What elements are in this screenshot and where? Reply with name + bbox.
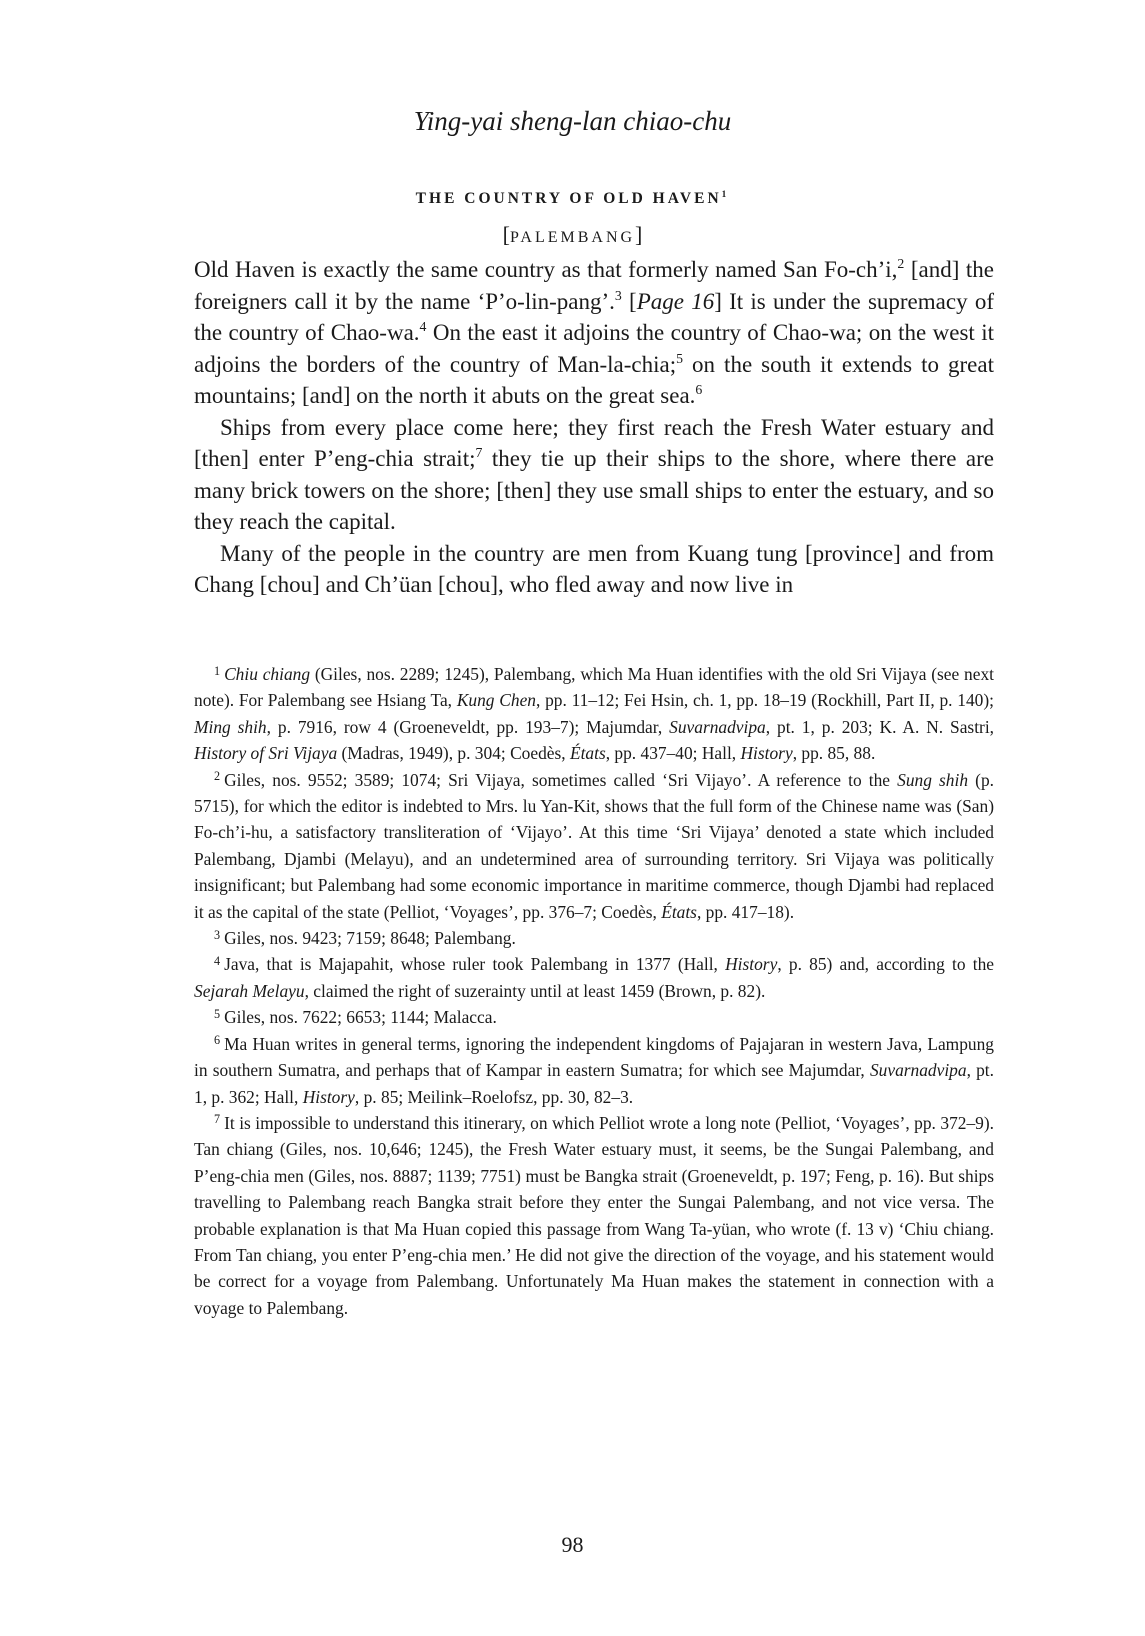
paragraph-1 (194, 254, 994, 412)
footnote-3 (194, 925, 994, 951)
body-text (194, 254, 994, 601)
text-run: on the south it extends to great mountains; [and] on the north it abuts on the great sea. (194, 351, 994, 408)
text-run: , pp. 437–40; Hall, (605, 743, 741, 764)
text-run: Giles, nos. 9552; 3589; 1074; Sri Vijaya, sometimes called ‘Sri Vijayo’. A reference to the (224, 769, 898, 790)
footnote-1 (194, 661, 994, 767)
footnote-ref-2: 2 (897, 256, 905, 272)
footnote-5 (194, 1004, 994, 1030)
page-reference: Page 16 (636, 288, 715, 314)
footnote-4 (194, 951, 994, 1004)
chapter-subtitle: [PALEMBANG] (502, 222, 643, 247)
chapter-title-text: THE COUNTRY OF OLD HAVEN (415, 190, 722, 207)
text-run: (p. 5715), for which the editor is indebted to Mrs. lu Yan-Kit, shows that the full form of the Chinese name was (San) Fo-ch’i-hu, a satisfactory transliteration of ‘Vijayo’. At this time ‘Sri Vijaya’ denoted a state which included Palembang, Djambi (Melayu), and an undetermined area of surrounding territory. Sri Vijaya was politically insignificant; but Palembang had some economic importance in maritime commerce, though Djambi had replaced it as the capital of the state (Pelliot, ‘Voyages’, pp. 376–7; Coedès, (194, 769, 995, 922)
italic-run: Suvarnadvipa (669, 716, 766, 737)
paragraph-2 (194, 412, 994, 538)
text-run: , claimed the right of suzerainty until at least 1459 (Brown, p. 82). (304, 980, 766, 1001)
footnote-6 (194, 1031, 994, 1110)
text-run: ] It is under the supremacy of the country of Chao-wa. (194, 288, 994, 345)
footnotes (194, 661, 994, 1321)
chapter-subtitle-text: PALEMBANG (509, 229, 636, 246)
text-run: , p. 85) and, according to the (777, 954, 994, 975)
footnote-ref-6: 6 (695, 382, 703, 398)
footnote-number: 5 (214, 1006, 221, 1021)
footnote-ref-5: 5 (676, 350, 684, 366)
page-number: 98 (561, 1532, 584, 1557)
footnote-ref-1: 1 (721, 189, 730, 200)
text-run: , pt. 1, p. 362; Hall, (194, 1060, 994, 1107)
footnote-number: 2 (214, 769, 221, 784)
text-run: , pp. 11–12; Fei Hsin, ch. 1, pp. 18–19 (Rockhill, Part II, p. 140); (535, 690, 994, 711)
text-run: Old Haven is exactly the same country as that formerly named San Fo-ch’i, (194, 257, 898, 282)
italic-run: Sung shih (897, 769, 969, 790)
footnote-ref-3: 3 (614, 287, 622, 303)
text-run: [and] the foreigners call it by the name ‘P’o-lin-pang’. (194, 257, 994, 314)
text-run: Ships from every place come here; they first reach the Fresh Water estuary and [then] enter P’eng-chia strait; (194, 414, 994, 471)
text-run: Ma Huan writes in general terms, ignoring the independent kingdoms of Pajajaran in western Java, Lampung in southern Sumatra, and perhaps that of Kampar in eastern Sumatra; for which see Majumdar, (194, 1033, 994, 1081)
italic-run: History (302, 1086, 355, 1107)
chapter-title (0, 190, 1145, 208)
running-head: Ying-yai sheng-lan chiao-chu (413, 106, 732, 136)
footnote-number: 7 (214, 1112, 221, 1127)
text-run: , p. 85; Meilink–Roelofsz, pp. 30, 82–3. (354, 1086, 634, 1107)
italic-run: History of Sri Vijaya (194, 743, 338, 764)
footnote-number: 1 (214, 663, 221, 678)
text-run: they tie up their ships to the shore, where there are many brick towers on the shore; [then] they use small ships to enter the estuary, and so they reach the capital. (194, 446, 995, 534)
footnote-ref-4: 4 (419, 319, 427, 335)
italic-run: History (725, 954, 778, 975)
italic-run: Suvarnadvipa (869, 1060, 967, 1081)
text-run: [ (621, 288, 637, 314)
footnote-number: 3 (214, 927, 221, 942)
text-run: It is impossible to understand this itinerary, on which Pelliot wrote a long note (Pelliot, ‘Voyages’, pp. 372–9). Tan chiang (Giles, nos. 10,646; 1245), the Fresh Water estuary must, it seems, be the Sungai Palembang, and P’eng-chia men (Giles, nos. 8887; 1139; 7751) must be Bangka strait (Groeneveldt, p. 197; Feng, p. 16). But ships travelling to Palembang reach Bangka strait before they enter the Sungai Palembang, and not vice versa. The probable explanation is that Ma Huan copied this passage from Wang Ta-yüan, who wrote (f. 13 v) ‘Chiu chiang. From Tan chiang, you enter P’eng-chia men.’ He did not give the direction of the voyage, and his statement would be correct for a voyage from Palembang. Unfortunately Ma Huan makes the statement in connection with a voyage to Palembang. (194, 1112, 994, 1318)
text-run: Giles, nos. 9423; 7159; 8648; Palembang. (224, 928, 516, 949)
footnote-number: 4 (214, 954, 221, 968)
footnote-number: 6 (214, 1033, 221, 1048)
text-run: , pp. 417–18). (696, 901, 795, 922)
footnote-2 (194, 767, 994, 925)
text-run: (Giles, nos. 2289; 1245), Palembang, which Ma Huan identifies with the old Sri Vijaya (see next note). For Palembang see Hsiang Ta, (194, 664, 994, 711)
italic-run: États (661, 901, 697, 922)
text-run: , pp. 85, 88. (792, 743, 876, 764)
text-run: , p. 7916, row 4 (Groeneveldt, pp. 193–7); Majumdar, (266, 716, 670, 737)
text-run: Giles, nos. 7622; 6653; 1144; Malacca. (224, 1007, 497, 1028)
italic-run: Sejarah Melayu (194, 980, 305, 1001)
italic-run: History (740, 743, 793, 764)
footnote-7 (194, 1110, 994, 1321)
text-run: On the east it adjoins the country of Chao-wa; on the west it adjoins the borders of the country of Man-la-chia; (194, 320, 994, 377)
text-run: Java, that is Majapahit, whose ruler took Palembang in 1377 (Hall, (224, 954, 726, 975)
italic-run: Ming shih (194, 716, 267, 737)
paragraph-3: Many of the people in the country are men from Kuang tung [province] and from Chang [chou] and Ch’üan [chou], who fled away and now live in (194, 540, 994, 597)
italic-run: États (569, 743, 606, 764)
text-run: (Madras, 1949), p. 304; Coedès, (337, 743, 570, 764)
italic-run: Chiu chiang (224, 664, 311, 684)
italic-run: Kung Chen (456, 690, 536, 711)
text-run: , pt. 1, p. 203; K. A. N. Sastri, (765, 716, 995, 737)
footnote-ref-7: 7 (475, 445, 483, 461)
